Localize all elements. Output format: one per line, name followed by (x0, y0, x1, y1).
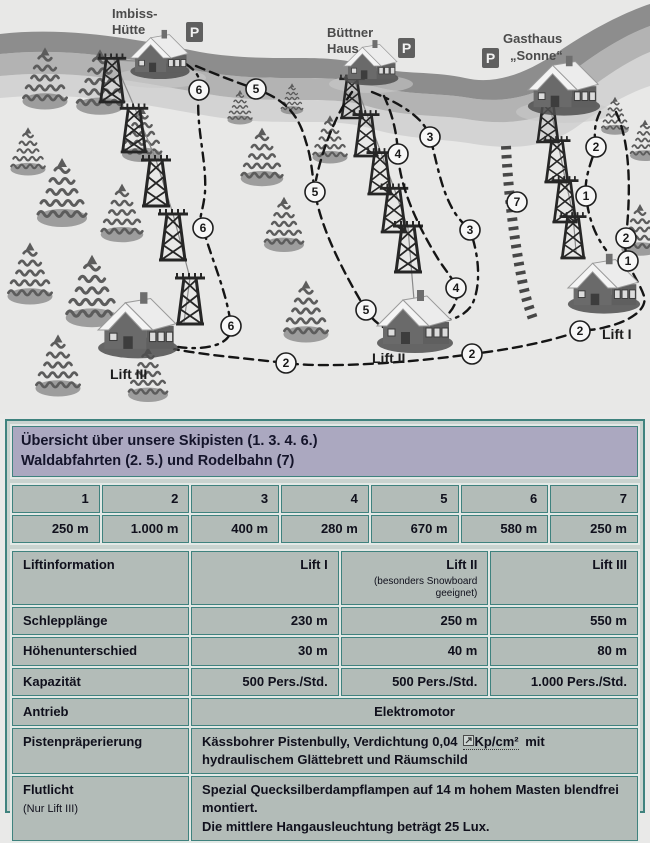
cell-value: 30 m (191, 637, 339, 665)
parking-sign (186, 22, 203, 42)
antrieb-value: Elektromotor (191, 698, 638, 726)
table-row (12, 668, 638, 696)
praeparierung-text: Kässbohrer Pistenbully, Verdichtung 0,04 (202, 733, 458, 749)
flutlicht-label: Flutlicht (23, 782, 74, 798)
info-panel (5, 419, 645, 834)
lift-1-header: Lift I (191, 551, 339, 605)
piste-length-table (10, 483, 640, 545)
praeparierung-value (191, 728, 638, 774)
piste-number: 6 (461, 485, 549, 513)
gasthaus-sonne-label: Gasthaus (503, 31, 563, 46)
panel-title (12, 426, 638, 477)
piste-badge-1 (576, 186, 596, 206)
imbiss-huette-label: Imbiss- (112, 6, 158, 21)
svg-text:2: 2 (622, 231, 630, 245)
cell-value: 250 m (341, 607, 489, 635)
svg-text:3: 3 (426, 130, 434, 144)
piste-number: 2 (102, 485, 190, 513)
piste-length: 250 m (12, 515, 100, 543)
piste-badge-3 (420, 127, 440, 147)
table-row (12, 728, 638, 774)
lift-info-table (10, 549, 640, 843)
lift-1-label: Lift I (602, 326, 632, 342)
piste-badge-5 (305, 182, 325, 202)
cell-value: 550 m (490, 607, 638, 635)
piste-length: 400 m (191, 515, 279, 543)
table-row (12, 698, 638, 726)
piste-number: 3 (191, 485, 279, 513)
ski-map-illustration (0, 0, 650, 414)
svg-text:5: 5 (362, 303, 370, 317)
svg-text:6: 6 (199, 221, 207, 235)
svg-text:4: 4 (452, 281, 460, 295)
piste-number: 4 (281, 485, 369, 513)
piste-badge-2 (462, 344, 482, 364)
parking-sign (482, 48, 499, 68)
buettner-haus-label: Haus (327, 41, 359, 56)
piste-badge-6 (193, 218, 213, 238)
svg-text:4: 4 (394, 147, 402, 161)
parking-sign (398, 38, 415, 58)
lift-2-label: Lift II (372, 350, 406, 366)
piste-badge-7 (507, 192, 527, 212)
praeparierung-text: mit hydraulischem Glättebrett und Räumschild (202, 733, 545, 768)
piste-number: 5 (371, 485, 459, 513)
buettner-haus-label: Büttner (327, 25, 374, 40)
svg-text:2: 2 (282, 356, 290, 370)
table-row (12, 607, 638, 635)
lift-info-header: Liftinformation (12, 551, 189, 605)
kp-cm2-text: Kp/cm² (474, 733, 519, 749)
table-row (12, 637, 638, 665)
cell-value: 1.000 Pers./Std. (490, 668, 638, 696)
row-label: Schlepplänge (12, 607, 189, 635)
piste-badge-5 (356, 300, 376, 320)
piste-badge-2 (276, 353, 296, 373)
piste-length: 250 m (550, 515, 638, 543)
piste-badge-6 (189, 80, 209, 100)
cell-value: 500 Pers./Std. (341, 668, 489, 696)
parking-sign-letter: P (485, 50, 496, 66)
flutlicht-line1: Spezial Quecksilberdampflampen auf 14 m hohem Masten blendfrei montiert. (202, 782, 619, 816)
piste-length: 670 m (371, 515, 459, 543)
svg-text:1: 1 (624, 254, 632, 268)
svg-text:3: 3 (466, 223, 474, 237)
row-label: Antrieb (12, 698, 189, 726)
piste-number: 7 (550, 485, 638, 513)
row-label: Kapazität (12, 668, 189, 696)
flutlicht-value (191, 776, 638, 841)
svg-text:6: 6 (227, 319, 235, 333)
flutlicht-line2: Die mittlere Hangausleuchtung beträgt 25 Lux. (202, 818, 490, 834)
piste-badge-5 (246, 79, 266, 99)
cell-value: 230 m (191, 607, 339, 635)
lift-header-row (12, 551, 638, 605)
panel-title-line2: Waldabfahrten (2. 5.) und Rodelbahn (7) (21, 453, 295, 470)
row-label (12, 776, 189, 841)
table-row (12, 776, 638, 841)
piste-number-row (12, 485, 638, 513)
piste-badge-1 (618, 251, 638, 271)
kp-cm2-link[interactable] (463, 734, 519, 750)
parking-sign-letter: P (189, 24, 200, 40)
piste-badge-6 (221, 316, 241, 336)
lift-2-title: Lift II (446, 556, 478, 572)
lift-2-header (341, 551, 489, 605)
lift-3-label: Lift III (110, 366, 148, 382)
piste-length: 1.000 m (102, 515, 190, 543)
cell-value: 80 m (490, 637, 638, 665)
flutlicht-note: (Nur Lift III) (23, 803, 79, 816)
cell-value: 500 Pers./Std. (191, 668, 339, 696)
cell-value: 40 m (341, 637, 489, 665)
svg-text:2: 2 (468, 347, 476, 361)
svg-text:6: 6 (195, 83, 203, 97)
piste-length: 580 m (461, 515, 549, 543)
svg-text:2: 2 (576, 324, 584, 338)
piste-badge-2 (570, 321, 590, 341)
panel-title-line1: Übersicht über unsere Skipisten (1. 3. 4. 6.) (21, 433, 318, 449)
svg-text:7: 7 (513, 195, 521, 209)
piste-badge-4 (446, 278, 466, 298)
parking-sign-letter: P (401, 40, 412, 56)
piste-badge-2 (586, 137, 606, 157)
lift-3-header: Lift III (490, 551, 638, 605)
svg-text:1: 1 (582, 189, 590, 203)
lift-2-snowboard-note: (besonders Snowboard geeignet) (373, 576, 478, 600)
piste-number: 1 (12, 485, 100, 513)
piste-length-row (12, 515, 638, 543)
title-table (10, 424, 640, 479)
piste-badge-3 (460, 220, 480, 240)
gasthaus-sonne-label: „Sonne“ (510, 48, 563, 63)
piste-length: 280 m (281, 515, 369, 543)
svg-text:2: 2 (592, 140, 600, 154)
row-label: Pistenpräperierung (12, 728, 189, 774)
svg-text:5: 5 (252, 82, 260, 96)
external-link-icon (463, 735, 474, 746)
piste-badge-4 (388, 144, 408, 164)
svg-text:5: 5 (311, 185, 319, 199)
piste-badge-2 (616, 228, 636, 248)
imbiss-huette-label: Hütte (112, 22, 146, 37)
row-label: Höhenunterschied (12, 637, 189, 665)
